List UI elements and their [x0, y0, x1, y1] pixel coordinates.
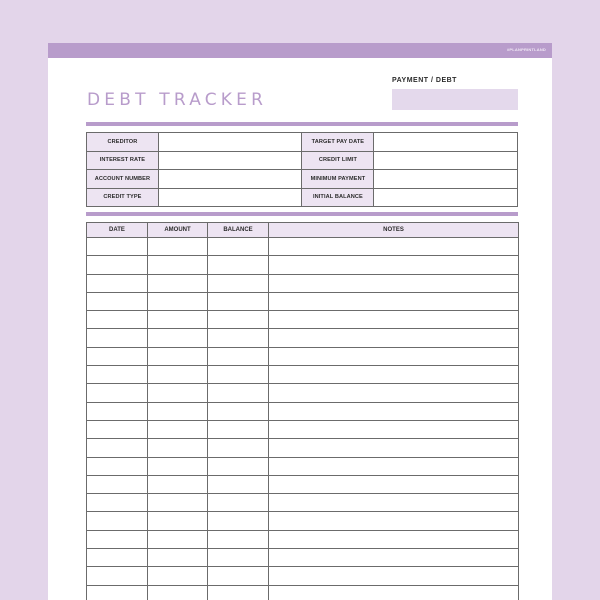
cell-notes[interactable]	[269, 366, 519, 384]
cell-balance[interactable]	[208, 494, 269, 512]
info-row	[87, 151, 518, 170]
cell-date[interactable]	[87, 347, 148, 365]
cell-notes[interactable]	[269, 457, 519, 475]
info-label-left: CREDIT TYPE	[87, 188, 159, 207]
info-row	[87, 170, 518, 189]
cell-notes[interactable]	[269, 549, 519, 567]
table-row	[87, 347, 519, 365]
cell-balance[interactable]	[208, 238, 269, 256]
cell-notes[interactable]	[269, 256, 519, 274]
divider-middle	[86, 212, 518, 216]
info-value-left[interactable]	[158, 170, 302, 189]
cell-notes[interactable]	[269, 439, 519, 457]
cell-date[interactable]	[87, 274, 148, 292]
cell-balance[interactable]	[208, 311, 269, 329]
column-header-notes: NOTES	[269, 223, 519, 238]
cell-amount[interactable]	[148, 238, 208, 256]
cell-date[interactable]	[87, 366, 148, 384]
table-row	[87, 439, 519, 457]
table-row	[87, 420, 519, 438]
cell-amount[interactable]	[148, 384, 208, 402]
cell-amount[interactable]	[148, 457, 208, 475]
cell-balance[interactable]	[208, 402, 269, 420]
table-row	[87, 292, 519, 310]
cell-amount[interactable]	[148, 567, 208, 585]
table-row	[87, 494, 519, 512]
table-row	[87, 402, 519, 420]
cell-date[interactable]	[87, 420, 148, 438]
cell-date[interactable]	[87, 329, 148, 347]
info-row	[87, 188, 518, 207]
cell-amount[interactable]	[148, 475, 208, 493]
cell-notes[interactable]	[269, 274, 519, 292]
table-row	[87, 567, 519, 585]
cell-notes[interactable]	[269, 567, 519, 585]
info-label-left: INTEREST RATE	[87, 151, 159, 170]
info-label-right: INITIAL BALANCE	[302, 188, 374, 207]
cell-balance[interactable]	[208, 585, 269, 600]
cell-date[interactable]	[87, 457, 148, 475]
cell-date[interactable]	[87, 494, 148, 512]
info-label-right: TARGET PAY DATE	[302, 133, 374, 152]
cell-amount[interactable]	[148, 439, 208, 457]
cell-amount[interactable]	[148, 256, 208, 274]
cell-date[interactable]	[87, 439, 148, 457]
cell-balance[interactable]	[208, 512, 269, 530]
cell-amount[interactable]	[148, 366, 208, 384]
cell-amount[interactable]	[148, 329, 208, 347]
table-row	[87, 329, 519, 347]
cell-amount[interactable]	[148, 530, 208, 548]
info-value-left[interactable]	[158, 188, 302, 207]
cell-date[interactable]	[87, 530, 148, 548]
cell-notes[interactable]	[269, 238, 519, 256]
cell-amount[interactable]	[148, 311, 208, 329]
cell-amount[interactable]	[148, 292, 208, 310]
table-row	[87, 274, 519, 292]
column-header-amount: AMOUNT	[148, 223, 208, 238]
cell-date[interactable]	[87, 475, 148, 493]
cell-amount[interactable]	[148, 347, 208, 365]
cell-balance[interactable]	[208, 457, 269, 475]
brand-tag: #PLANPRINTLAND	[506, 47, 546, 52]
cell-amount[interactable]	[148, 420, 208, 438]
cell-balance[interactable]	[208, 475, 269, 493]
table-row	[87, 512, 519, 530]
divider-top	[86, 122, 518, 126]
table-row	[87, 384, 519, 402]
column-header-date: DATE	[87, 223, 148, 238]
cell-notes[interactable]	[269, 420, 519, 438]
cell-date[interactable]	[87, 567, 148, 585]
info-value-left[interactable]	[158, 151, 302, 170]
cell-balance[interactable]	[208, 567, 269, 585]
cell-balance[interactable]	[208, 530, 269, 548]
cell-balance[interactable]	[208, 329, 269, 347]
table-row	[87, 530, 519, 548]
cell-balance[interactable]	[208, 384, 269, 402]
top-bar	[48, 43, 552, 58]
info-value-right[interactable]	[374, 151, 518, 170]
cell-date[interactable]	[87, 549, 148, 567]
table-row	[87, 311, 519, 329]
info-label-right: MINIMUM PAYMENT	[302, 170, 374, 189]
debt-info-table	[86, 132, 518, 207]
info-value-left[interactable]	[158, 133, 302, 152]
cell-notes[interactable]	[269, 292, 519, 310]
cell-amount[interactable]	[148, 494, 208, 512]
info-label-left: CREDITOR	[87, 133, 159, 152]
table-row	[87, 238, 519, 256]
cell-date[interactable]	[87, 292, 148, 310]
info-row	[87, 133, 518, 152]
cell-notes[interactable]	[269, 311, 519, 329]
info-value-right[interactable]	[374, 170, 518, 189]
table-row	[87, 366, 519, 384]
cell-date[interactable]	[87, 311, 148, 329]
info-label-right: CREDIT LIMIT	[302, 151, 374, 170]
cell-balance[interactable]	[208, 439, 269, 457]
cell-notes[interactable]	[269, 347, 519, 365]
cell-amount[interactable]	[148, 585, 208, 600]
table-row	[87, 549, 519, 567]
cell-balance[interactable]	[208, 256, 269, 274]
payment-debt-field[interactable]	[392, 89, 518, 110]
cell-balance[interactable]	[208, 347, 269, 365]
cell-notes[interactable]	[269, 585, 519, 600]
cell-date[interactable]	[87, 256, 148, 274]
cell-notes[interactable]	[269, 530, 519, 548]
cell-date[interactable]	[87, 402, 148, 420]
table-row	[87, 457, 519, 475]
cell-balance[interactable]	[208, 549, 269, 567]
column-header-balance: BALANCE	[208, 223, 269, 238]
cell-notes[interactable]	[269, 329, 519, 347]
cell-date[interactable]	[87, 512, 148, 530]
cell-amount[interactable]	[148, 549, 208, 567]
log-header-row	[87, 223, 519, 238]
info-label-left: ACCOUNT NUMBER	[87, 170, 159, 189]
table-row	[87, 585, 519, 600]
page-title: DEBT TRACKER	[87, 90, 268, 110]
cell-amount[interactable]	[148, 402, 208, 420]
cell-date[interactable]	[87, 384, 148, 402]
table-row	[87, 256, 519, 274]
cell-notes[interactable]	[269, 512, 519, 530]
cell-amount[interactable]	[148, 274, 208, 292]
info-value-right[interactable]	[374, 188, 518, 207]
cell-balance[interactable]	[208, 292, 269, 310]
cell-notes[interactable]	[269, 494, 519, 512]
table-row	[87, 475, 519, 493]
cell-notes[interactable]	[269, 402, 519, 420]
cell-notes[interactable]	[269, 384, 519, 402]
cell-date[interactable]	[87, 238, 148, 256]
cell-amount[interactable]	[148, 512, 208, 530]
payment-debt-label: PAYMENT / DEBT	[392, 77, 457, 84]
cell-balance[interactable]	[208, 274, 269, 292]
debt-tracker-page	[48, 43, 552, 600]
cell-balance[interactable]	[208, 366, 269, 384]
cell-notes[interactable]	[269, 475, 519, 493]
cell-date[interactable]	[87, 585, 148, 600]
info-value-right[interactable]	[374, 133, 518, 152]
cell-balance[interactable]	[208, 420, 269, 438]
payment-log-table	[86, 222, 519, 600]
